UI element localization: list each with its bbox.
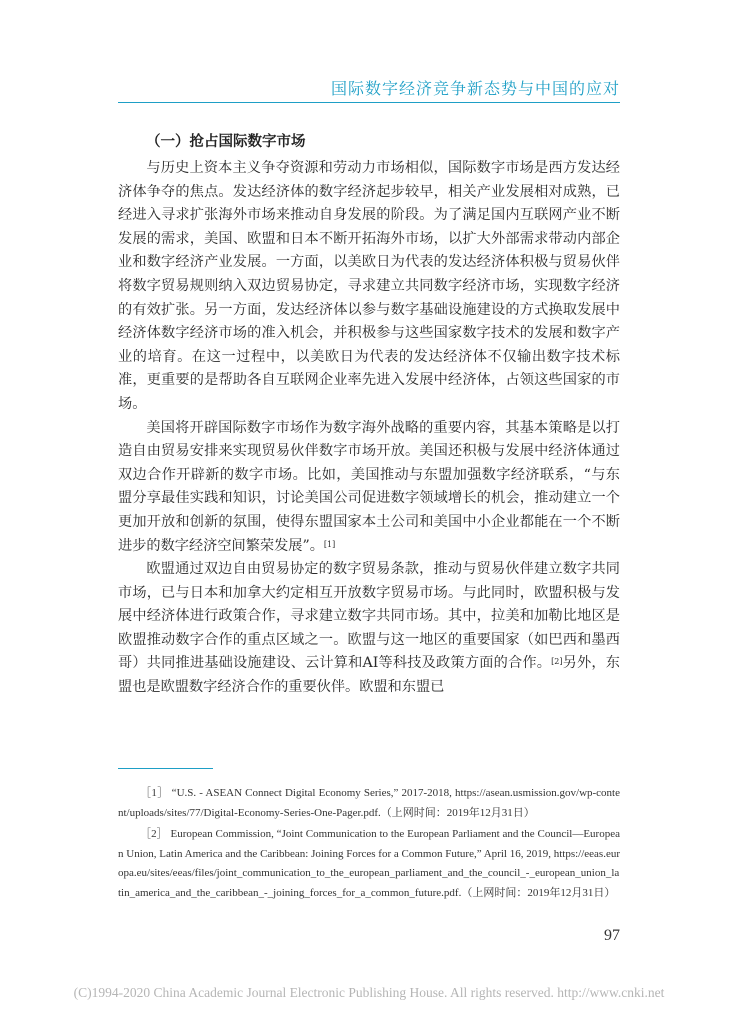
copyright-watermark: (C)1994-2020 China Academic Journal Electronic Publishing House. All rights reserved. http://www.cnki.net (73, 985, 665, 1000)
paragraph-2-text: 美国将开辟国际数字市场作为数字海外战略的重要内容，其基本策略是以打造自由贸易安排来实现贸易伙伴数字市场开放。美国还积极与发展中经济体通过双边合作开辟新的数字市场。比如，美国推动与东盟加强数字经济联系，“与东盟分享最佳实践和知识，讨论美国公司促进数字领域增长的机会，推动建立一个更加开放和创新的氛围，使得东盟国家本土公司和美国中小企业都能在一个不断进步的数字经济空间繁荣发展”。 (118, 419, 620, 554)
footnote-1: ［1］ “U.S. - ASEAN Connect Digital Economy Series,” 2017-2018, https://asean.usmission.gov/wp-content/uploads/sites/77/Digital-Economy-Series-One-Pager.pdf.（上网时间：2019年12月31日） (118, 787, 620, 819)
paragraph-1-text: 与历史上资本主义争夺资源和劳动力市场相似，国际数字市场是西方发达经济体争夺的焦点。发达经济体的数字经济起步较早，相关产业发展相对成熟，已经进入寻求扩张海外市场来推动自身发展的阶段。为了满足国内互联网产业不断发展的需求，美国、欧盟和日本不断开拓海外市场，以扩大外部需求带动内部企业和数字经济产业发展。一方面，以美欧日为代表的发达经济体积极与贸易伙伴将数字贸易规则纳入双边贸易协定，寻求建立共同数字经济市场，实现数字经济的有效扩张。另一方面，发达经济体以参与数字基础设施建设的方式换取发展中经济体数字经济市场的准入机会，并积极参与这些国家数字技术的发展和数字产业的培育。在这一过程中，以美欧日为代表的发达经济体不仅输出数字技术标准，更重要的是帮助各自互联网企业率先进入发展中经济体，占领这些国家的市场。 (118, 160, 620, 412)
header-rule (118, 102, 620, 103)
footnote-ref-1[interactable]: [1] (323, 539, 336, 549)
paragraph-1 (118, 157, 620, 417)
footnote-ref-2[interactable]: [2] (551, 657, 563, 667)
running-head: 国际数字经济竞争新态势与中国的应对 (330, 79, 620, 98)
footnotes (118, 784, 620, 905)
paragraph-3 (118, 558, 620, 700)
paragraph-2 (118, 417, 620, 559)
paragraph-3-tail: 另外，东盟也是欧盟数字经济合作的重要伙伴。欧盟和东盟已 (118, 655, 620, 696)
body-text (118, 131, 620, 700)
footnote-2: ［2］ European Commission, “Joint Communication to the European Parliament and the Council—European Union, Latin America and the Caribbean: Joining Forces for a Common Future,” April 16, 2019, https://eeas.europa.eu/sites/eeas/files/joint_communication_to_the_european_parliament_and_the_council_-_european_union_latin_america_and_the_caribbean_-_joining_forces_for_a_common_future.pdf.（上网时间：2019年12月31日） (118, 828, 620, 899)
section-title: （一）抢占国际数字市场 (146, 134, 306, 150)
page-number: 97 (604, 927, 620, 944)
paragraph-3-text: 欧盟通过双边自由贸易协定的数字贸易条款，推动与贸易伙伴建立数字共同市场，已与日本和加拿大约定相互开放数字贸易市场。与此同时，欧盟积极与发展中经济体进行政策合作，寻求建立数字共同市场。其中，拉美和加勒比地区是欧盟推动数字合作的重点区域之一。欧盟与这一地区的重要国家（如巴西和墨西哥）共同推进基础设施建设、云计算和AI等科技及政策方面的合作。 (118, 561, 620, 672)
footnote-rule (118, 768, 213, 769)
